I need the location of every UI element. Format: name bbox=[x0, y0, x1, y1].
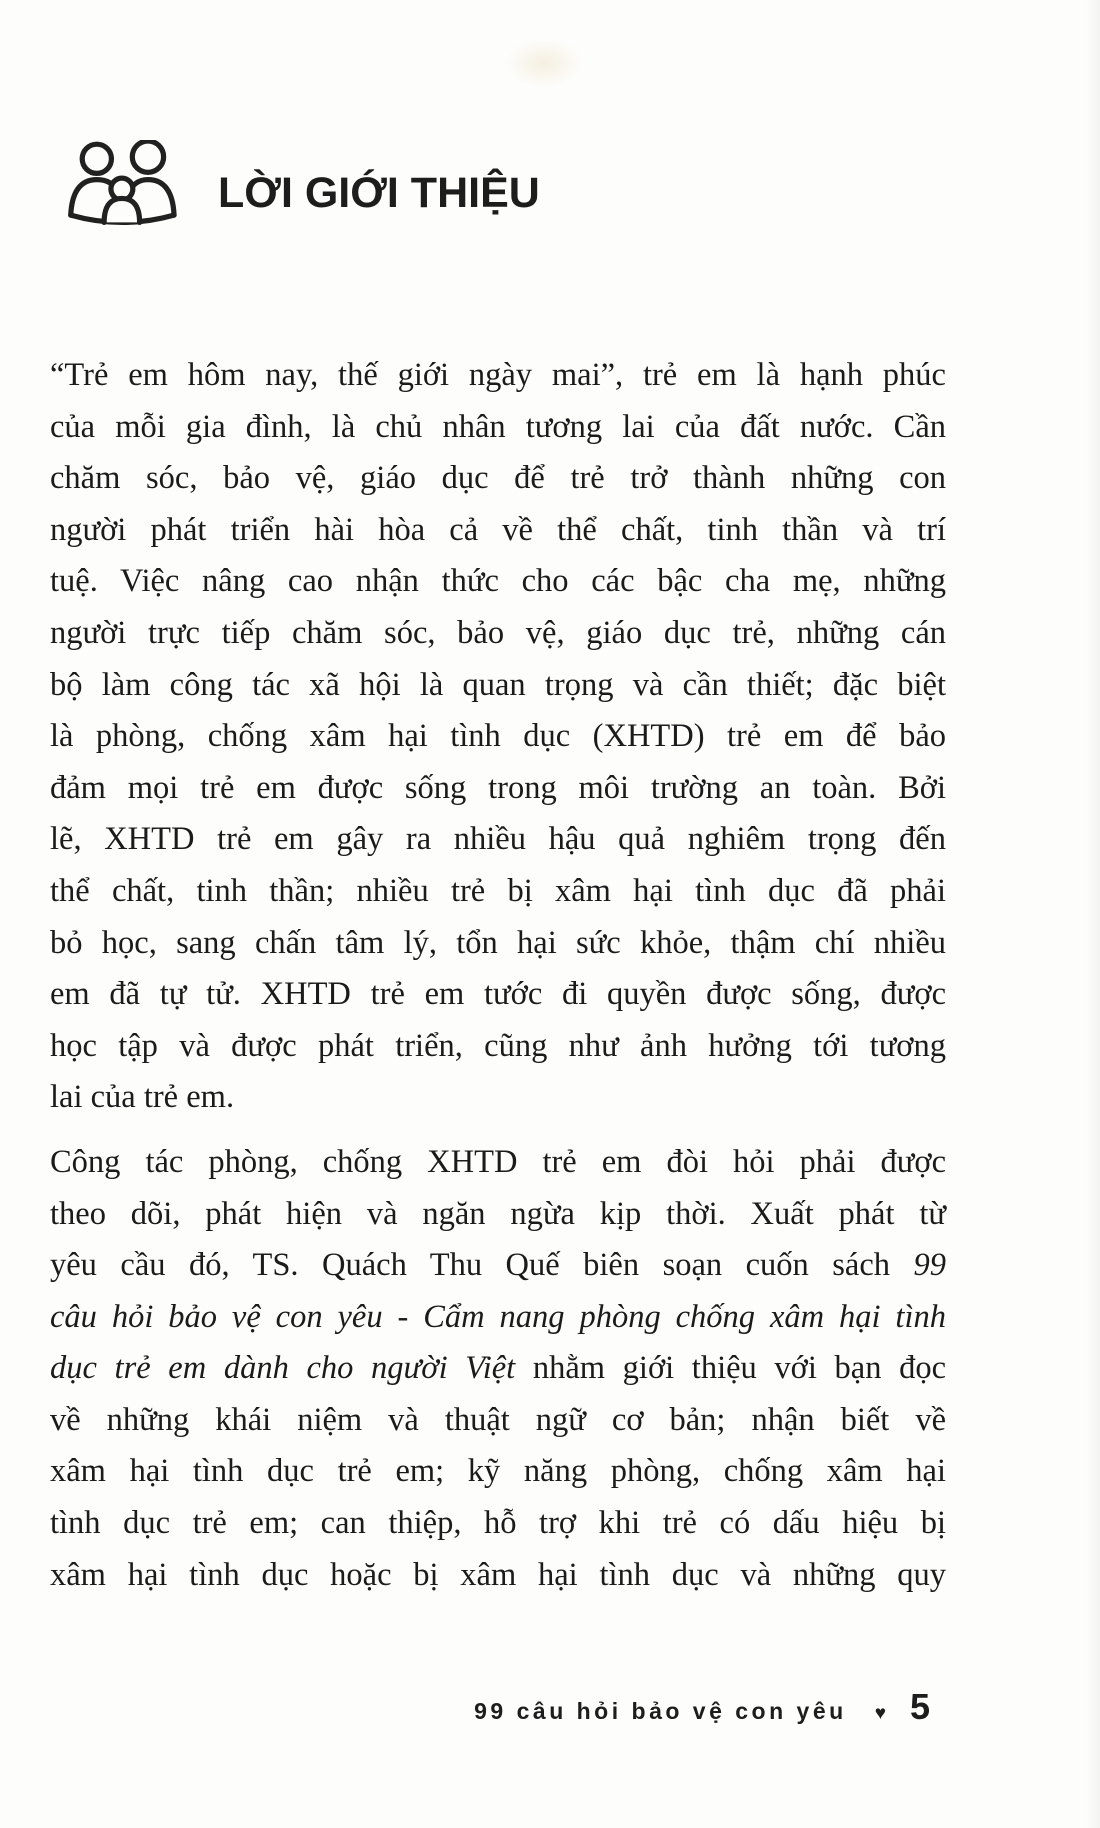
body-line bbox=[50, 969, 946, 1021]
body-line-text: bộ làm công tác xã hội là quan trọng và cần thiết; đặc biệt bbox=[50, 666, 946, 703]
body-line-text: em đã tự tử. XHTD trẻ em tước đi quyền được sống, được bbox=[50, 976, 946, 1013]
body-line-text: yêu cầu đó, TS. Quách Thu Quế biên soạn cuốn sách bbox=[50, 1247, 914, 1284]
body-line bbox=[50, 1446, 946, 1498]
body-line-text: Công tác phòng, chống XHTD trẻ em đòi hỏi phải được bbox=[50, 1143, 946, 1180]
page-footer bbox=[474, 1686, 930, 1728]
body-line bbox=[50, 1072, 946, 1124]
body-line-text: xâm hại tình dục hoặc bị xâm hại tình dục và những quy bbox=[50, 1556, 946, 1593]
body-line bbox=[50, 402, 946, 454]
body-line-text: là phòng, chống xâm hại tình dục (XHTD) trẻ em để bảo bbox=[50, 718, 946, 755]
paragraph-2 bbox=[50, 1137, 946, 1601]
footer-page-number: 5 bbox=[909, 1686, 930, 1727]
book-title-italic-text: dục trẻ em dành cho người Việt bbox=[50, 1350, 516, 1387]
book-title-italic-text: 99 bbox=[913, 1247, 946, 1284]
body-line bbox=[50, 1498, 946, 1550]
body-line-text: xâm hại tình dục trẻ em; kỹ năng phòng, chống xâm hại bbox=[50, 1453, 946, 1490]
family-icon bbox=[64, 140, 186, 241]
body-line-text: nhằm giới thiệu với bạn đọc bbox=[515, 1350, 947, 1387]
paragraph-1 bbox=[50, 350, 946, 1124]
chapter-header bbox=[64, 140, 540, 241]
body-line bbox=[50, 814, 946, 866]
body-line-text: đảm mọi trẻ em được sống trong môi trường an toàn. Bởi bbox=[50, 769, 946, 806]
body-line-text: thể chất, tinh thần; nhiều trẻ bị xâm hại tình dục đã phải bbox=[50, 872, 946, 909]
body-line-text: bỏ học, sang chấn tâm lý, tổn hại sức khỏe, thậm chí nhiều bbox=[50, 924, 946, 961]
body-line-text: lai của trẻ em. bbox=[50, 1079, 235, 1116]
body-line-text: người phát triển hài hòa cả về thể chất, tinh thần và trí bbox=[50, 511, 946, 548]
book-title-italic-text: câu hỏi bảo vệ con yêu - Cẩm nang phòng chống xâm hại tình bbox=[50, 1298, 946, 1335]
footer-book-title: 99 câu hỏi bảo vệ con yêu bbox=[474, 1698, 847, 1724]
body-line bbox=[50, 505, 946, 557]
body-line bbox=[50, 1189, 946, 1241]
body-line-text: chăm sóc, bảo vệ, giáo dục để trẻ trở thành những con bbox=[50, 460, 946, 497]
body-line-text: của mỗi gia đình, là chủ nhân tương lai của đất nước. Cần bbox=[50, 408, 946, 445]
body-line bbox=[50, 1550, 946, 1602]
body-line bbox=[50, 1395, 946, 1447]
body-line-text: người trực tiếp chăm sóc, bảo vệ, giáo dục trẻ, những cán bbox=[50, 614, 946, 651]
body-line bbox=[50, 350, 946, 402]
body-line bbox=[50, 711, 946, 763]
body-line bbox=[50, 763, 946, 815]
body-line bbox=[50, 918, 946, 970]
page-title: LỜI GIỚI THIỆU bbox=[218, 169, 540, 217]
body-line-text: về những khái niệm và thuật ngữ cơ bản; nhận biết về bbox=[50, 1401, 946, 1438]
body-line bbox=[50, 866, 946, 918]
body-text bbox=[50, 350, 946, 1601]
body-line bbox=[50, 1137, 946, 1189]
body-line-text: tình dục trẻ em; can thiệp, hỗ trợ khi trẻ có dấu hiệu bị bbox=[50, 1505, 946, 1542]
body-line bbox=[50, 1021, 946, 1073]
scan-edge-shadow bbox=[1086, 0, 1100, 1828]
body-line-text: tuệ. Việc nâng cao nhận thức cho các bậc cha mẹ, những bbox=[50, 563, 946, 600]
body-line bbox=[50, 1292, 946, 1344]
body-line-text: theo dõi, phát hiện và ngăn ngừa kịp thời. Xuất phát từ bbox=[50, 1195, 946, 1232]
body-line bbox=[50, 1240, 946, 1292]
body-line-text: học tập và được phát triển, cũng như ảnh hưởng tới tương bbox=[50, 1027, 946, 1064]
body-line-text: “Trẻ em hôm nay, thế giới ngày mai”, trẻ em là hạnh phúc bbox=[50, 357, 946, 393]
body-line bbox=[50, 660, 946, 712]
body-line bbox=[50, 556, 946, 608]
scan-smudge bbox=[505, 38, 583, 88]
body-line bbox=[50, 1343, 946, 1395]
body-line bbox=[50, 608, 946, 660]
body-line bbox=[50, 453, 946, 505]
heart-icon: ♥ bbox=[874, 1703, 886, 1724]
body-line-text: lẽ, XHTD trẻ em gây ra nhiều hậu quả nghiêm trọng đến bbox=[50, 821, 946, 858]
